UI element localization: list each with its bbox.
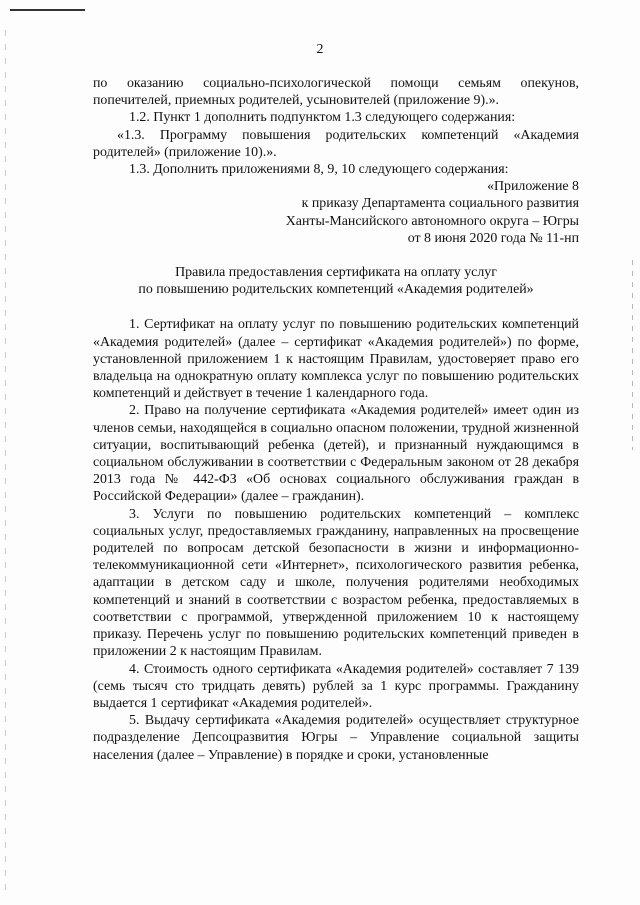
appendix-header-line-3: Ханты-Мансийского автономного округа – Югры: [285, 213, 579, 229]
spacer: [93, 298, 579, 316]
appendix-header-line-1: «Приложение 8: [487, 179, 579, 195]
rules-title-line-2: по повышению родительских компетенций «Академия родителей»: [138, 282, 534, 298]
intro-paragraph-4: 1.3. Дополнить приложениями 8, 9, 10 следующего содержания:: [129, 162, 509, 178]
spacer: [93, 247, 579, 264]
rule-paragraph-2: 2. Право на получение сертификата «Академия родителей» имеет один из членов семьи, находящейся в социально опасном положении, трудной жизненной ситуации, воспитывающий ребенка (детей), и признанный нуждающимся в социальном обслуживании в соответствии с Федеральным законом от 28 декабря 2013 года № 442-ФЗ «Об основах социального обслуживания граждан в Российской Федерации» (далее – гражданин).: [93, 403, 579, 505]
page-number: 2: [316, 42, 324, 57]
rule-paragraph-1: 1. Сертификат на оплату услуг по повышению родительских компетенций «Академия родителей» (далее – сертификат «Академия родителей») по форме, установленной приложением 1 к настоящим Правилам, удостоверяет право его владельца на однократную оплату комплекса услуг по повышению родительских компетенций и действует в течение 1 календарного года.: [93, 317, 579, 402]
rule-paragraph-4: 4. Стоимость одного сертификата «Академия родителей» составляет 7 139 (семь тысяч сто тридцать девять) рублей за 1 курс программы. Гражданину выдается 1 сертификат «Академия родителей».: [93, 661, 579, 711]
rule-paragraph-5: 5. Выдачу сертификата «Академия родителей» осуществляет структурное подразделение Депсоцразвития Югры – Управление социальной защиты населения (далее – Управление) в порядке и сроки, установленные: [93, 713, 579, 763]
appendix-header-line-4: от 8 июня 2020 года № 11-нп: [407, 230, 579, 246]
left-scan-edge: [5, 30, 6, 890]
rules-title-line-1: Правила предоставления сертификата на оплату услуг: [175, 265, 497, 281]
intro-paragraph-1: по оказанию социально-психологической помощи семьям опекунов, попечителей, приемных родителей, усыновителей (приложение 9).».: [93, 76, 579, 109]
document-body: [93, 75, 579, 764]
top-scan-rule: [10, 9, 85, 11]
intro-paragraph-2: 1.2. Пункт 1 дополнить подпунктом 1.3 следующего содержания:: [129, 110, 516, 126]
rule-paragraph-3: 3. Услуги по повышению родительских компетенций – комплекс социальных услуг, предоставляемых гражданину, направленных на просвещение родителей по вопросам детской безопасности в жизни и информационно-телекоммуникационной сети «Интернет», психологического развития ребенка, адаптации в детском саду и школе, получения родителями необходимых компетенций и знаний в соответствии с возрастом ребенка, предоставляемых в соответствии с программой, утвержденной приложением 10 к настоящему приказу. Перечень услуг по повышению родительских компетенций приведен в приложении 2 к настоящим Правилам.: [93, 506, 579, 660]
right-scan-edge: [632, 260, 633, 450]
intro-paragraph-3: «1.3. Программу повышения родительских компетенций «Академия родителей» (приложение 10).».: [93, 127, 579, 160]
appendix-header-line-2: к приказу Департамента социального развития: [301, 196, 579, 212]
